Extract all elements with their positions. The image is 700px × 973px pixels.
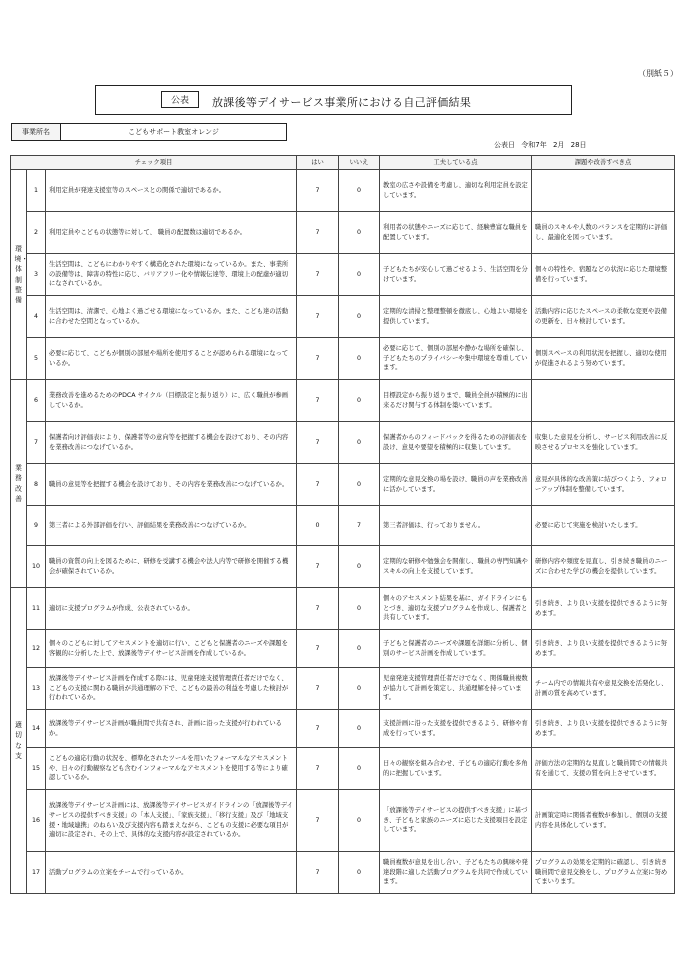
issue-note	[532, 170, 675, 212]
category-cell	[11, 588, 27, 894]
table-row	[11, 422, 675, 464]
table-row	[11, 668, 675, 710]
category-label: 業務改善	[15, 464, 22, 503]
yes-count: 7	[297, 748, 339, 790]
table-row	[11, 296, 675, 338]
page-bottom-margin	[0, 902, 700, 973]
effort-note: 定期的な意見交換の場を設け、職員の声を業務改善に活かしています。	[380, 464, 532, 506]
table-row	[11, 630, 675, 668]
check-item: 生活空間は、清潔で、心地よく過ごせる環境になっているか。また、こども達の活動に合わせた空間となっているか。	[46, 296, 297, 338]
no-count: 0	[339, 254, 380, 296]
check-item: 放課後等デイサービス計画には、放課後等デイサービスガイドラインの「放課後等デイサービスの提供すべき支援」の「本人支援」、「家族支援」、「移行支援」及び「地域支援・地域連携」のねらい及び支援内容も踏まえながら、こどもの支援に必要な項目が適切に設定され、その上で、具体的な支援内容が設定されているか。	[46, 790, 297, 852]
check-item: 適切に支援プログラムが作成、公表されているか。	[46, 588, 297, 630]
check-item: 業務改善を進めるためのPDCA サイクル（目標設定と振り返り）に、広く職員が参画しているか。	[46, 380, 297, 422]
yes-count: 7	[297, 380, 339, 422]
effort-note: 定期的な清掃と整理整頓を徹底し、心地よい環境を提供しています。	[380, 296, 532, 338]
issue-note	[532, 380, 675, 422]
yes-count: 7	[297, 588, 339, 630]
header-check-item: チェック項目	[11, 156, 297, 170]
category-label: 適切な支	[15, 721, 22, 760]
effort-note: 定期的な研修や勉強会を開催し、職員の専門知識やスキルの向上を支援しています。	[380, 546, 532, 588]
table-row	[11, 748, 675, 790]
yes-count: 7	[297, 852, 339, 894]
row-number: 13	[27, 668, 46, 710]
check-item: こどもの適応行動の状況を、標準化されたツールを用いたフォーマルなアセスメントや、日々の行動観察なども含むインフォーマルなアセスメントを使用する等により確認しているか。	[46, 748, 297, 790]
no-count: 0	[339, 546, 380, 588]
yes-count: 7	[297, 546, 339, 588]
published-year: 令和7年	[521, 141, 547, 149]
effort-note: 子どもたちが安心して過ごせるよう、生活空間を分けています。	[380, 254, 532, 296]
check-item: 生活空間は、こどもにわかりやすく構造化された環境になっているか。また、事業所の設備等は、障害の特性に応じ、バリアフリー化や情報伝達等、環境上の配慮が適切になされているか。	[46, 254, 297, 296]
header-effort: 工夫している点	[380, 156, 532, 170]
yes-count: 7	[297, 338, 339, 380]
issue-note: 職員のスキルや人数のバランスを定期的に評価し、最適化を図っています。	[532, 212, 675, 254]
row-number: 3	[27, 254, 46, 296]
table-row	[11, 710, 675, 748]
check-item: 保護者向け評価表により、保護者等の意向等を把握する機会を設けており、その内容を業務改善につなげているか。	[46, 422, 297, 464]
table-row	[11, 546, 675, 588]
issue-note: 引き続き、より良い支援を提供できるように努めます。	[532, 710, 675, 748]
no-count: 0	[339, 296, 380, 338]
row-number: 6	[27, 380, 46, 422]
yes-count: 7	[297, 668, 339, 710]
effort-note: 必要に応じて、個別の部屋や静かな場所を確保し、子どもたちのプライバシーや集中環境を尊重しています。	[380, 338, 532, 380]
no-count: 0	[339, 170, 380, 212]
row-number: 7	[27, 422, 46, 464]
row-number: 16	[27, 790, 46, 852]
row-number: 4	[27, 296, 46, 338]
published-label: 公表日	[494, 141, 515, 149]
no-count: 0	[339, 710, 380, 748]
row-number: 1	[27, 170, 46, 212]
yes-count: 0	[297, 506, 339, 546]
check-item: 第三者による外部評価を行い、評価結果を業務改善につなげているか。	[46, 506, 297, 546]
row-number: 17	[27, 852, 46, 894]
check-item: 職員の意見等を把握する機会を設けており、その内容を業務改善につなげているか。	[46, 464, 297, 506]
effort-note: 個々のアセスメント結果を基に、ガイドラインにもとづき、適切な支援プログラムを作成し、保護者と共有しています。	[380, 588, 532, 630]
effort-note: 子どもと保護者のニーズや課題を詳細に分析し、個別のサービス計画を作成しています。	[380, 630, 532, 668]
table-row	[11, 588, 675, 630]
no-count: 0	[339, 668, 380, 710]
row-number: 2	[27, 212, 46, 254]
row-number: 10	[27, 546, 46, 588]
no-count: 0	[339, 212, 380, 254]
no-count: 0	[339, 338, 380, 380]
check-item: 利用定員が発達支援室等のスペースとの関係で適切であるか。	[46, 170, 297, 212]
header-no: いいえ	[339, 156, 380, 170]
yes-count: 7	[297, 254, 339, 296]
row-number: 8	[27, 464, 46, 506]
check-item: 個々のこどもに対してアセスメントを適切に行い、こどもと保護者のニーズや課題を客観的に分析した上で、放課後等デイサービス計画を作成しているか。	[46, 630, 297, 668]
table-row	[11, 506, 675, 546]
table-row	[11, 170, 675, 212]
effort-note: 教室の広さや設備を考慮し、適切な利用定員を設定しています。	[380, 170, 532, 212]
yes-count: 7	[297, 630, 339, 668]
published-month: 2月	[552, 141, 565, 149]
yes-count: 7	[297, 212, 339, 254]
no-count: 0	[339, 748, 380, 790]
evaluation-table	[10, 155, 675, 894]
published-date	[494, 140, 591, 150]
public-badge: 公表	[161, 91, 199, 108]
issue-note: 収集した意見を分析し、サービス利用改善に反映させるプロセスを強化しています。	[532, 422, 675, 464]
row-number: 14	[27, 710, 46, 748]
category-label: 環境・体制整備	[14, 244, 29, 304]
check-item: 利用定員やこどもの状態等に対して、 職員の配置数は適切であるか。	[46, 212, 297, 254]
table-row	[11, 212, 675, 254]
header-yes: はい	[297, 156, 339, 170]
issue-note: 計画策定時に関係者複数が参加し、個別の支援内容を具体化しています。	[532, 790, 675, 852]
no-count: 0	[339, 422, 380, 464]
no-count: 0	[339, 380, 380, 422]
yes-count: 7	[297, 422, 339, 464]
effort-note: 日々の観察を組み合わせ、子どもの適応行動を多角的に把握しています。	[380, 748, 532, 790]
published-day: 28日	[570, 141, 587, 149]
issue-note: 個別スペースの利用状況を把握し、適切な使用が促進されるよう努めています。	[532, 338, 675, 380]
effort-note: 「放課後等デイサービスの提供すべき支援」に基づき、子どもと家族のニーズに応じた支援項目を設定しています。	[380, 790, 532, 852]
effort-note: 目標設定から振り返りまで、職員全員が積極的に出来るだけ関与する体制を築いています。	[380, 380, 532, 422]
no-count: 0	[339, 852, 380, 894]
no-count: 0	[339, 588, 380, 630]
issue-note: 意見が具体的な改善策に結びつくよう、フォローアップ体制を整備しています。	[532, 464, 675, 506]
issue-note: 活動内容に応じたスペースの柔軟な変更や設備の更新を、日々検討しています。	[532, 296, 675, 338]
yes-count: 7	[297, 464, 339, 506]
effort-note: 第三者評価は、行っておりません。	[380, 506, 532, 546]
issue-note: 引き続き、より良い支援を提供できるように努めます。	[532, 630, 675, 668]
check-item: 職員の資質の向上を図るために、研修を受講する機会や法人内等で研修を開催する機会が確保されているか。	[46, 546, 297, 588]
table-header-row	[11, 156, 675, 170]
header-issue: 課題や改善すべき点	[532, 156, 675, 170]
check-item: 活動プログラムの立案をチームで行っているか。	[46, 852, 297, 894]
yes-count: 7	[297, 170, 339, 212]
no-count: 0	[339, 630, 380, 668]
annex-note: （別紙５）	[638, 69, 678, 78]
table-row	[11, 254, 675, 296]
table-row	[11, 852, 675, 894]
issue-note: プログラムの効果を定期的に確認し、引き続き職員間で意見交換をし、プログラム立案に努めてまいります。	[532, 852, 675, 894]
check-item: 放課後等デイサービス計画を作成する際には、児童発達支援管理責任者だけでなく、こどもの支援に関わる職員が共通理解の下で、こどもの最善の利益を考慮した検討が行われているか。	[46, 668, 297, 710]
row-number: 15	[27, 748, 46, 790]
check-item: 必要に応じて、こどもが個別の部屋や場所を使用することが認められる環境になっているか。	[46, 338, 297, 380]
facility-name: こどもサポート教室オレンジ	[61, 123, 287, 141]
issue-note: 研修内容や頻度を見直し、引き続き職員のニーズに合わせた学びの機会を提供しています。	[532, 546, 675, 588]
row-number: 12	[27, 630, 46, 668]
category-cell	[11, 170, 27, 380]
effort-note: 児童発達支援管理責任者だけでなく、関係職員複数が協力して計画を策定し、共通理解を持っています。	[380, 668, 532, 710]
page-title: 放課後等デイサービス事業所における自己評価結果	[212, 96, 472, 109]
no-count: 7	[339, 506, 380, 546]
effort-note: 保護者からのフィードバックを得るための評価表を設け、意見や要望を積極的に収集しています。	[380, 422, 532, 464]
issue-note: 評価方法の定期的な見直しと職員間での情報共有を通じて、支援の質を向上させています。	[532, 748, 675, 790]
row-number: 11	[27, 588, 46, 630]
effort-note: 支援計画に沿った支援を提供できるよう、研修や育成を行っています。	[380, 710, 532, 748]
check-item: 放課後等デイサービス計画が職員間で共有され、計画に沿った支援が行われているか。	[46, 710, 297, 748]
issue-note: 個々の特性や、宿題などの状況に応じた環境整備を行っています。	[532, 254, 675, 296]
row-number: 5	[27, 338, 46, 380]
table-row	[11, 338, 675, 380]
yes-count: 7	[297, 790, 339, 852]
category-cell	[11, 380, 27, 588]
no-count: 0	[339, 464, 380, 506]
table-row	[11, 380, 675, 422]
issue-note: 必要に応じて実施を検討いたします。	[532, 506, 675, 546]
issue-note: チーム内での情報共有や意見交換を活発化し、計画の質を高めています。	[532, 668, 675, 710]
effort-note: 利用者の状態やニーズに応じて、経験豊富な職員を配置しています。	[380, 212, 532, 254]
yes-count: 7	[297, 296, 339, 338]
issue-note: 引き続き、より良い支援を提供できるように努めます。	[532, 588, 675, 630]
table-row	[11, 464, 675, 506]
no-count: 0	[339, 790, 380, 852]
table-row	[11, 790, 675, 852]
effort-note: 職員複数が意見を出し合い、子どもたちの興味や発達段階に適した活動プログラムを共同で作成しています。	[380, 852, 532, 894]
facility-label: 事業所名	[11, 123, 61, 141]
yes-count: 7	[297, 710, 339, 748]
row-number: 9	[27, 506, 46, 546]
